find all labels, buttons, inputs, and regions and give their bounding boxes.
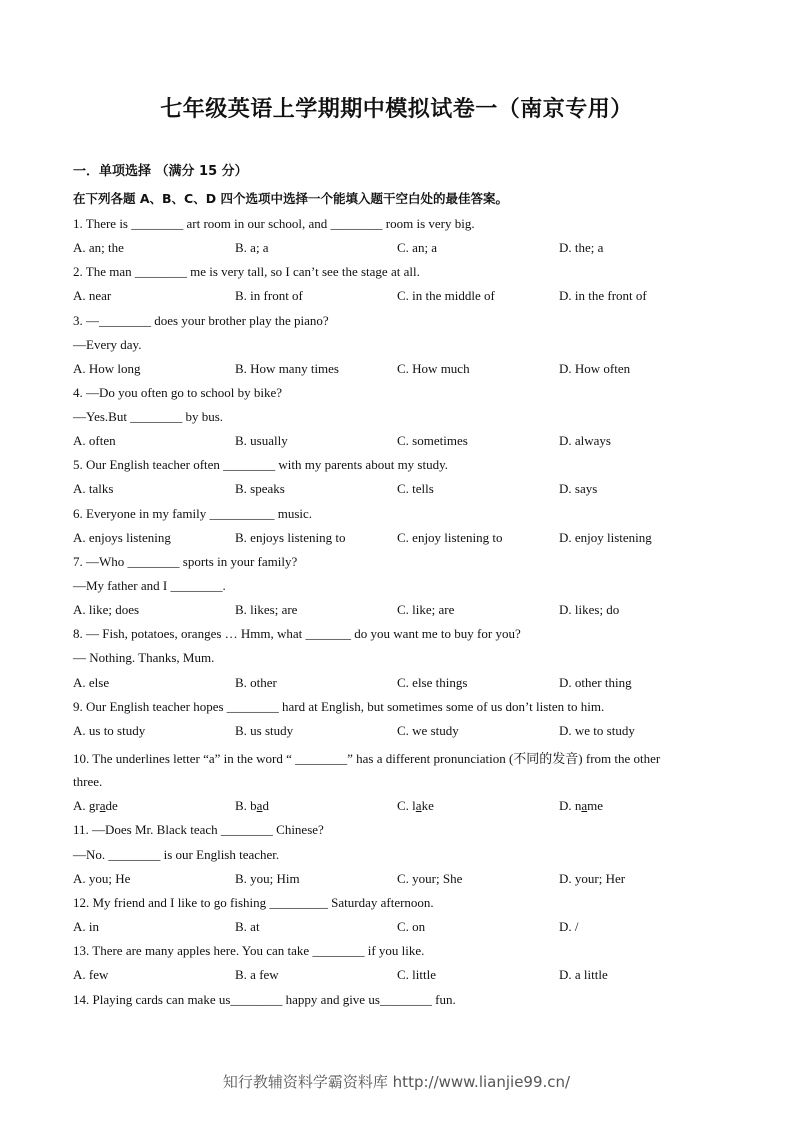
question-9-stem: 9. Our English teacher hopes ________ hard at English, but sometimes some of us don’t listen to him. xyxy=(73,699,605,714)
question-8-option-b: B. other xyxy=(235,675,277,690)
question-12-stem: 12. My friend and I like to go fishing _________ Saturday afternoon. xyxy=(73,895,434,910)
question-2-option-c: C. in the middle of xyxy=(397,288,495,303)
question-10-option-b: B. bad xyxy=(235,798,269,813)
question-1-option-c: C. an; a xyxy=(397,240,438,255)
instruction-text: 在下列各题 A、B、C、D 四个选项中选择一个能填入题干空白处的最佳答案。 xyxy=(73,191,508,206)
question-10-stem-continued: three. xyxy=(73,774,103,789)
question-9-option-a: A. us to study xyxy=(73,723,146,738)
question-4-option-a: A. often xyxy=(73,433,116,448)
question-12-option-c: C. on xyxy=(397,919,426,934)
question-6-option-b: B. enjoys listening to xyxy=(235,530,346,545)
question-7-option-b: B. likes; are xyxy=(235,602,298,617)
question-13-stem: 13. There are many apples here. You can take ________ if you like. xyxy=(73,943,425,958)
question-13-option-a: A. few xyxy=(73,967,109,982)
question-3-option-d: D. How often xyxy=(559,361,631,376)
question-9-option-d: D. we to study xyxy=(559,723,635,738)
question-7-reply: —My father and I ________. xyxy=(73,578,226,593)
question-9-option-b: B. us study xyxy=(235,723,294,738)
question-12-option-d: D. / xyxy=(559,919,579,934)
question-11-stem: 11. —Does Mr. Black teach ________ Chinese? xyxy=(73,822,324,837)
question-2-option-d: D. in the front of xyxy=(559,288,647,303)
question-8-option-d: D. other thing xyxy=(559,675,632,690)
question-4-stem: 4. —Do you often go to school by bike? xyxy=(73,385,283,400)
question-1-option-d: D. the; a xyxy=(559,240,604,255)
question-2-option-a: A. near xyxy=(73,288,112,303)
question-7-option-c: C. like; are xyxy=(397,602,455,617)
question-11-reply: —No. ________ is our English teacher. xyxy=(73,847,280,862)
question-8-option-a: A. else xyxy=(73,675,110,690)
question-7-stem: 7. —Who ________ sports in your family? xyxy=(73,554,298,569)
question-1-option-b: B. a; a xyxy=(235,240,269,255)
question-3-stem: 3. —________ does your brother play the piano? xyxy=(73,313,329,328)
question-4-option-b: B. usually xyxy=(235,433,288,448)
question-14-stem: 14. Playing cards can make us________ happy and give us________ fun. xyxy=(73,992,456,1007)
question-3-option-b: B. How many times xyxy=(235,361,339,376)
question-3-option-c: C. How much xyxy=(397,361,470,376)
question-5-option-c: C. tells xyxy=(397,481,434,496)
question-8-reply: — Nothing. Thanks, Mum. xyxy=(73,650,215,665)
question-4-option-d: D. always xyxy=(559,433,611,448)
question-6-option-a: A. enjoys listening xyxy=(73,530,171,545)
question-10-stem: 10. The underlines letter “a” in the word “ ________” has a different pronunciation (不同的发音) from the other xyxy=(73,751,661,766)
question-9-option-c: C. we study xyxy=(397,723,459,738)
question-12-option-a: A. in xyxy=(73,919,99,934)
question-2-option-b: B. in front of xyxy=(235,288,303,303)
question-5-stem: 5. Our English teacher often ________ with my parents about my study. xyxy=(73,457,449,472)
question-11-option-c: C. your; She xyxy=(397,871,463,886)
question-12-option-b: B. at xyxy=(235,919,260,934)
question-3-reply: —Every day. xyxy=(73,337,142,352)
question-10-option-d: D. name xyxy=(559,798,604,813)
question-8-option-c: C. else things xyxy=(397,675,468,690)
question-7-option-a: A. like; does xyxy=(73,602,140,617)
question-11-option-d: D. your; Her xyxy=(559,871,626,886)
question-4-option-c: C. sometimes xyxy=(397,433,468,448)
question-1-option-a: A. an; the xyxy=(73,240,124,255)
question-4-reply: —Yes.But ________ by bus. xyxy=(73,409,224,424)
question-13-option-c: C. little xyxy=(397,967,436,982)
section-heading: 一．单项选择 （满分 15 分） xyxy=(73,164,248,179)
question-6-stem: 6. Everyone in my family __________ music. xyxy=(73,506,313,521)
question-11-option-a: A. you; He xyxy=(73,871,131,886)
question-6-option-d: D. enjoy listening xyxy=(559,530,652,545)
question-3-option-a: A. How long xyxy=(73,361,141,376)
question-6-option-c: C. enjoy listening to xyxy=(397,530,503,545)
question-2-stem: 2. The man ________ me is very tall, so I can’t see the stage at all. xyxy=(73,264,420,279)
question-5-option-a: A. talks xyxy=(73,481,114,496)
question-10-option-c: C. lake xyxy=(397,798,434,813)
page-title: 七年级英语上学期期中模拟试卷一（南京专用） xyxy=(160,96,633,122)
question-8-stem: 8. — Fish, potatoes, oranges … Hmm, what _______ do you want me to buy for you? xyxy=(73,626,521,641)
question-10-option-a: A. grade xyxy=(73,798,118,813)
question-13-option-d: D. a little xyxy=(559,967,608,982)
question-1-stem: 1. There is ________ art room in our school, and ________ room is very big. xyxy=(73,216,475,231)
footer-watermark: 知行教辅资料学霸资料库 http://www.lianjie99.cn/ xyxy=(222,1073,571,1091)
question-5-option-b: B. speaks xyxy=(235,481,285,496)
question-5-option-d: D. says xyxy=(559,481,598,496)
question-7-option-d: D. likes; do xyxy=(559,602,620,617)
question-13-option-b: B. a few xyxy=(235,967,279,982)
question-11-option-b: B. you; Him xyxy=(235,871,300,886)
